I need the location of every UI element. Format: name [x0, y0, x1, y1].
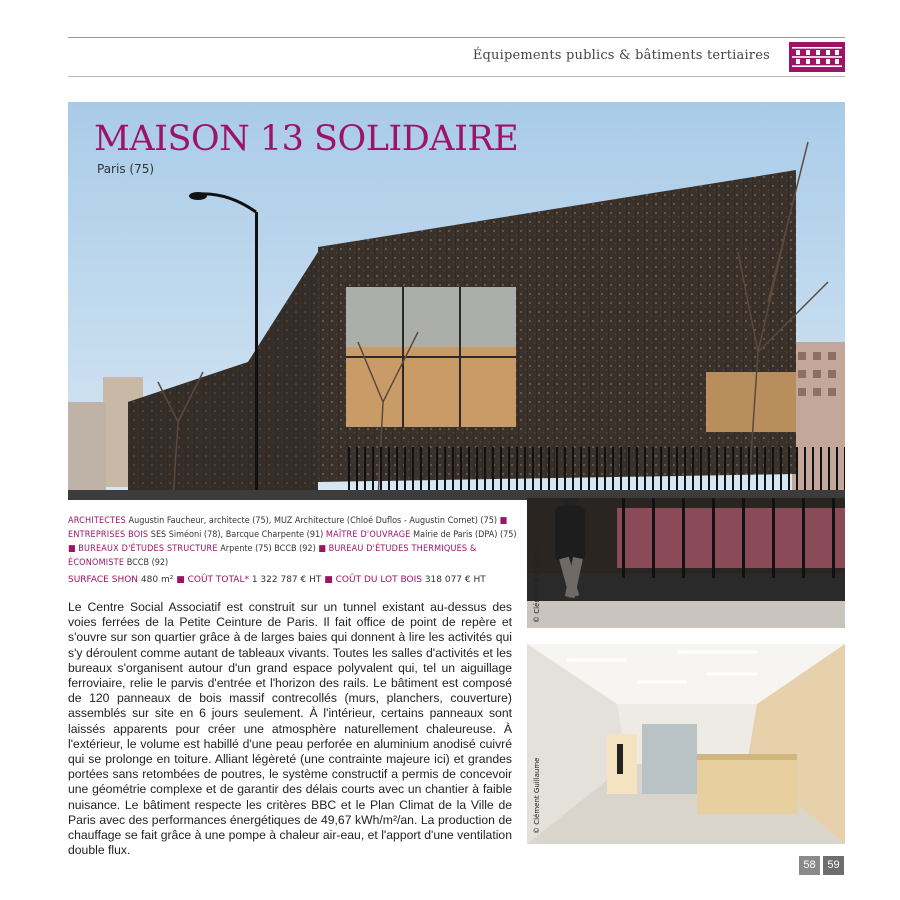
bullet: ■ [499, 516, 508, 526]
maitre-ouvrage-value: Mairie de Paris (DPA) (75) [413, 530, 517, 540]
separator-rule [68, 76, 845, 77]
architectes-value: Augustin Faucheur, architecte (75), MUZ Architecture (Chloé Duflos - Augustin Cornet) (75) [128, 516, 498, 526]
cost-line [68, 573, 520, 587]
street-person-photo [527, 498, 845, 628]
cout-total-label: COÛT TOTAL* [187, 575, 249, 585]
entreprises-value: SES Siméoni (78), Barcque Charpente (91) [150, 530, 324, 540]
cout-lot-bois-label: COÛT DU LOT BOIS [335, 575, 422, 585]
section-title: Équipements publics & bâtiments tertiaires [472, 48, 770, 63]
bullet: ■ [68, 544, 76, 554]
interior-photo [527, 644, 845, 844]
bet-thermique-value: BCCB (92) [126, 558, 169, 568]
page-number-left: 58 [799, 856, 820, 875]
street-photo [527, 498, 845, 628]
entreprises-label: ENTREPRISES BOIS [68, 530, 149, 540]
body-text: Le Centre Social Associatif est construit sur un tunnel existant au-dessus des voies ferrées de la Petite Ceinture de Paris. Il fait office de point de repère et s'ouvre sur son quartier grâce à de larges baies qui donnent à lire les activités qui s'y déroulent comme autant de tableaux vivants. Toutes les salles d'activités et les bureaux s'organisent autour d'un grand espace polyvalent qui, tel un aiguillage ferroviaire, relie le parvis d'entrée et l'horizon des rails. Le bâtiment est composé de 120 panneaux de bois massif contrecollés (murs, planchers, couverture) assemblés sur site en 6 jours seulement. À l'intérieur, certains panneaux sont laissés apparents pour créer une atmosphère naturellement chaleureuse. À l'extérieur, le volume est habillé d'une peau perforée en aluminium anodisé cuivré qui se prolonge en toiture. Alliant légèreté (une contrainte majeure ici) et grandes portées sans retombées de poutres, le système constructif a permis de concevoir une géométrie complexe et de garantir des délais courts avec un chantier à faible nuisance. Le bâtiment respecte les critères BBC et le Plan Climat de la Ville de Paris avec des performances énergétiques de 49,67 kWh/m²/an. La production de chauffage se fait grâce à une pompe à chaleur air-eau, et l'apport d'une ventilation double flux. [68, 600, 512, 858]
bet-structure-value: Arpente (75) BCCB (92) [220, 544, 316, 554]
building-facade-icon [789, 42, 845, 72]
project-location: Paris (75) [97, 162, 155, 176]
photo-credit-2: © Clément Guillaume [533, 757, 541, 834]
bullet: ■ [318, 544, 326, 554]
maitre-ouvrage-label: MAÎTRE D'OUVRAGE [325, 530, 411, 540]
bullet: ■ [176, 575, 185, 585]
project-credits [68, 514, 520, 570]
building-exterior-photo [68, 102, 845, 500]
page-number-right: 59 [823, 856, 844, 875]
photo-credit-1: © Clément Guillaume [533, 546, 541, 623]
surface-value: 480 m² [140, 575, 174, 585]
bullet: ■ [324, 575, 333, 585]
bet-thermique-label: BUREAU D'ÉTUDES THERMIQUES & ÉCONOMISTE [68, 544, 477, 568]
interior-hall-photo [527, 644, 845, 844]
project-title: MAISON 13 SOLIDAIRE [94, 119, 519, 159]
architectes-label: ARCHITECTES [68, 516, 126, 526]
surface-label: SURFACE SHON [68, 575, 139, 585]
top-rule [68, 37, 845, 38]
bet-structure-label: BUREAUX D'ÉTUDES STRUCTURE [78, 544, 218, 554]
cout-lot-bois-value: 318 077 € HT [424, 575, 486, 585]
cout-total-value: 1 322 787 € HT [251, 575, 322, 585]
hero-photo [68, 102, 845, 500]
